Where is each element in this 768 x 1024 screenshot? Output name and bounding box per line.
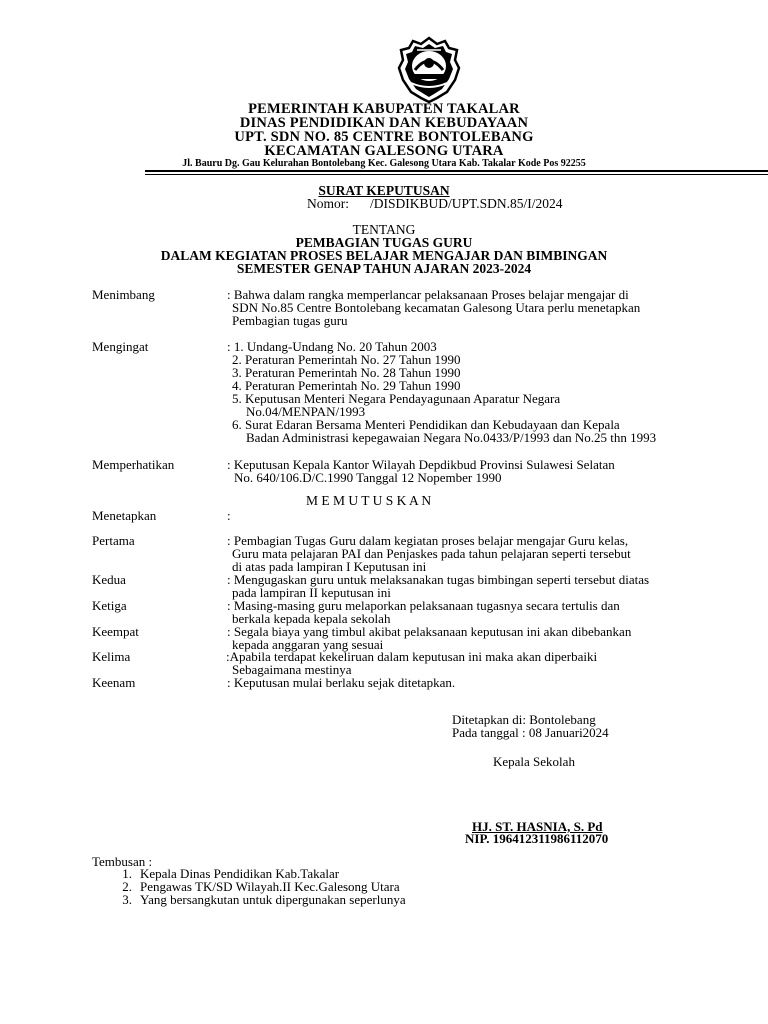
subject-line-3: SEMESTER GENAP TAHUN AJARAN 2023-2024 <box>236 261 532 276</box>
nomor-value: /DISDIKBUD/UPT.SDN.85/I/2024 <box>370 196 563 211</box>
list-item <box>110 893 406 906</box>
keempat-line: : Segala biaya yang timbul akibat pelaksanaan keputusan ini akan dibebankan <box>227 624 632 639</box>
menimbang-line: SDN No.85 Centre Bontolebang kecamatan Galesong Utara perlu menetapkan <box>232 300 641 315</box>
pada-tanggal: Pada tanggal : 08 Januari2024 <box>452 725 609 740</box>
menimbang-line: Pembagian tugas guru <box>232 313 348 328</box>
header-divider-thin <box>145 174 768 175</box>
subject-line-1: PEMBAGIAN TUGAS GURU <box>295 235 473 250</box>
kelima-label: Kelima <box>92 649 131 664</box>
mengingat-label: Mengingat <box>92 339 149 354</box>
mengingat-line: No.04/MENPAN/1993 <box>246 404 366 419</box>
kedua-line: pada lampiran II keputusan ini <box>232 585 391 600</box>
menimbang-line: : Bahwa dalam rangka memperlancar pelaksanaan Proses belajar mengajar di <box>227 287 629 302</box>
tembusan-label: Tembusan : <box>92 854 153 869</box>
pertama-line: di atas pada lampiran I Keputusan ini <box>232 559 427 574</box>
mengingat-line: 5. Keputusan Menteri Negara Pendayagunaan Aparatur Negara <box>232 391 561 406</box>
list-item-text: Yang bersangkutan untuk dipergunakan seperlunya <box>140 892 406 907</box>
header-divider-thick <box>145 170 768 172</box>
menimbang-label: Menimbang <box>92 287 155 302</box>
letterhead-department: DINAS PENDIDIKAN DAN KEBUDAYAAN <box>239 115 529 131</box>
subject-line-2: DALAM KEGIATAN PROSES BELAJAR MENGAJAR DAN BIMBINGAN <box>160 248 608 263</box>
list-item-text: Pengawas TK/SD Wilayah.II Kec.Galesong Utara <box>140 879 400 894</box>
mengingat-line: Badan Administrasi kepegawaian Negara No.0433/P/1993 dan No.25 thn 1993 <box>246 430 657 445</box>
signatory-position: Kepala Sekolah <box>493 754 575 769</box>
menetapkan-value: : <box>227 508 231 523</box>
list-item-number: 2. <box>122 879 132 894</box>
letterhead-government: PEMERINTAH KABUPATEN TAKALAR <box>248 101 520 117</box>
keenam-label: Keenam <box>92 675 136 690</box>
list-item-number: 1. <box>122 866 132 881</box>
memperhatikan-line: : Keputusan Kepala Kantor Wilayah Depdikbud Provinsi Sulawesi Selatan <box>227 457 615 472</box>
kedua-label: Kedua <box>92 572 126 587</box>
kelima-line: Sebagaimana mestinya <box>232 662 352 677</box>
ketiga-line: berkala kepada kepala sekolah <box>232 611 391 626</box>
document-title: SURAT KEPUTUSAN <box>318 183 450 198</box>
mengingat-line: : 1. Undang-Undang No. 20 Tahun 2003 <box>227 339 437 354</box>
nomor-label: Nomor: <box>307 196 349 211</box>
mengingat-line: 4. Peraturan Pemerintah No. 29 Tahun 1990 <box>232 378 461 393</box>
kelima-line: :Apabila terdapat kekeliruan dalam keputusan ini maka akan diperbaiki <box>226 649 598 664</box>
keempat-line: kepada anggaran yang sesuai <box>232 637 384 652</box>
letterhead-school: UPT. SDN NO. 85 CENTRE BONTOLEBANG <box>234 129 534 145</box>
menetapkan-label: Menetapkan <box>92 508 157 523</box>
keenam-line: : Keputusan mulai berlaku sejak ditetapkan. <box>227 675 456 690</box>
kedua-line: : Mengugaskan guru untuk melaksanakan tugas bimbingan seperti tersebut diatas <box>227 572 650 587</box>
ketiga-label: Ketiga <box>92 598 127 613</box>
list-item-number: 3. <box>122 892 132 907</box>
signatory-name: HJ. ST. HASNIA, S. Pd <box>472 819 603 834</box>
mengingat-line: 6. Surat Edaran Bersama Menteri Pendidikan dan Kebudayaan dan Kepala <box>232 417 620 432</box>
keempat-label: Keempat <box>92 624 139 639</box>
letterhead-address: Jl. Bauru Dg. Gau Kelurahan Bontolebang Kec. Galesong Utara Kab. Takalar Kode Pos 92255 <box>182 158 586 169</box>
mengingat-line: 2. Peraturan Pemerintah No. 27 Tahun 1990 <box>232 352 461 367</box>
signatory-nip: NIP. 196412311986112070 <box>465 831 609 846</box>
memperhatikan-label: Memperhatikan <box>92 457 175 472</box>
tentang-heading: TENTANG <box>352 222 416 237</box>
takalar-regency-emblem-icon <box>397 36 461 104</box>
letterhead-district: KECAMATAN GALESONG UTARA <box>264 143 504 159</box>
memperhatikan-line: No. 640/106.D/C.1990 Tanggal 12 Nopember 1990 <box>234 470 502 485</box>
mengingat-line: 3. Peraturan Pemerintah No. 28 Tahun 1990 <box>232 365 461 380</box>
ditetapkan-di: Ditetapkan di: Bontolebang <box>452 712 596 727</box>
pertama-line: : Pembagian Tugas Guru dalam kegiatan proses belajar mengajar Guru kelas, <box>227 533 629 548</box>
pertama-line: Guru mata pelajaran PAI dan Penjaskes pada tahun pelajaran seperti tersebut <box>232 546 631 561</box>
ketiga-line: : Masing-masing guru melaporkan pelaksanaan tugasnya secara tertulis dan <box>227 598 620 613</box>
memutuskan-heading: M E M U T U S K A N <box>306 493 432 508</box>
pertama-label: Pertama <box>92 533 135 548</box>
tembusan-list <box>110 867 406 906</box>
list-item-text: Kepala Dinas Pendidikan Kab.Takalar <box>140 866 340 881</box>
